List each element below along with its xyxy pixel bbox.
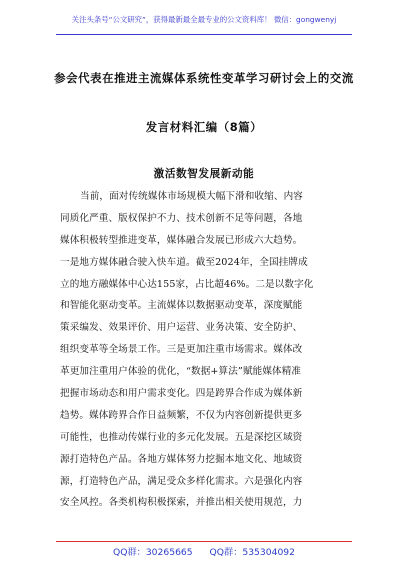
body-line: 当前，面对传统媒体市场规模大幅下滑和收缩、内容 [80, 191, 303, 202]
body-line: 立的地方融媒体中心达155家，占比超46%。二是以数字化 [60, 278, 314, 290]
body-line: 策采编发、效果评价、用户运营、业务决策、安全防护、 [60, 322, 303, 334]
body-line: 可能性，也推动传媒行业的多元化发展。五是深挖区域资 [60, 431, 303, 443]
body-line: 媒体积极转型推进变革，媒体融合发展已形成六大趋势。 [60, 234, 303, 246]
footer-divider [56, 541, 352, 542]
body-line: 同质化严重、版权保护不力、技术创新不足等问题，各地 [60, 212, 303, 224]
header-divider [56, 34, 352, 35]
body-line: 趋势。媒体跨界合作日益频繁，不仅为内容创新提供更多 [60, 409, 303, 421]
footer-qq-group-1: QQ群：30265665 [113, 547, 193, 558]
body-line: 一是地方媒体融合驶入快车道。截至2024年，全国挂牌成 [60, 256, 308, 268]
footer [0, 544, 408, 558]
body-line: 把握市场动态和用户需求变化。四是跨界合作成为媒体新 [60, 388, 303, 400]
body-line: 安全风控。各类机构积极探索，并推出相关使用规范，力 [60, 497, 303, 509]
body-line: 革更加注重用户体验的优化，“数据+算法”赋能媒体精准 [60, 366, 302, 378]
footer-qq-group-2: QQ群：535304092 [209, 547, 295, 558]
document-title-line-1: 参会代表在推进主流媒体系统性变革学习研讨会上的交流 [54, 71, 354, 85]
body-line: 组织变革等全场景工作。三是更加注重市场需求。媒体改 [60, 344, 303, 356]
body-line: 源，打造特色产品，满足受众多样化需求。六是强化内容 [60, 475, 303, 487]
document-title-line-2: 发言材料汇编（8篇） [145, 120, 263, 134]
header-notice: 关注头条号“公文研究”，获得最新最全最专业的公文资料库！ 微信：gongwenyj [71, 15, 337, 24]
section-heading: 激活数智发展新动能 [153, 168, 255, 180]
body-line: 源打造特色产品。各地方媒体努力挖掘本地文化、地域资 [60, 453, 303, 465]
body-line: 和智能化驱动变革。主流媒体以数据驱动变革，深度赋能 [60, 300, 303, 312]
body-paragraph [60, 186, 350, 514]
